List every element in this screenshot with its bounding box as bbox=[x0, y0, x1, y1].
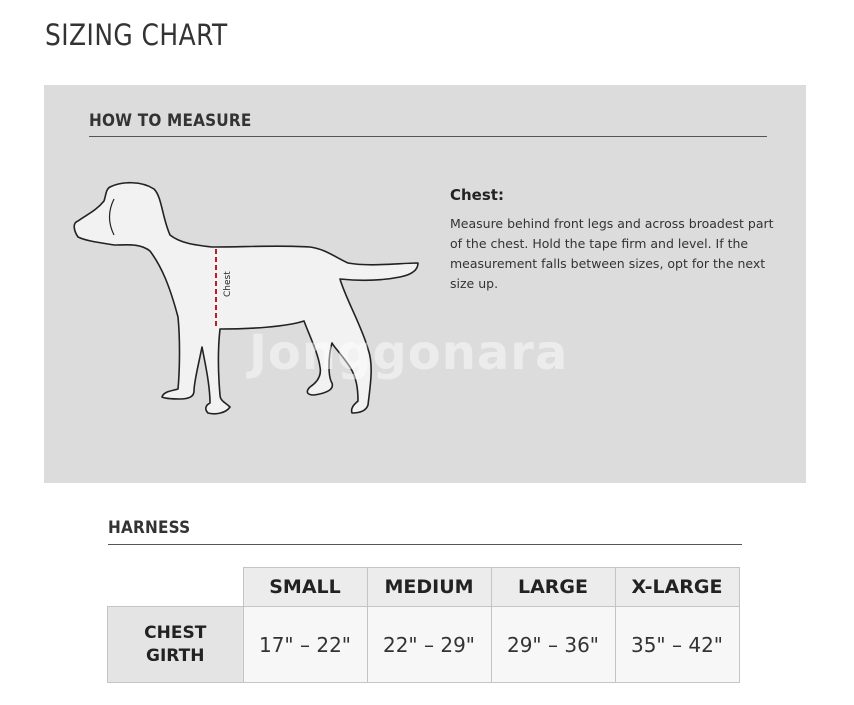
table-header-row bbox=[108, 568, 740, 607]
column-header-x-large: X-LARGE bbox=[615, 568, 739, 607]
harness-heading: HARNESS bbox=[108, 518, 191, 538]
value-small: 17" – 22" bbox=[243, 607, 367, 683]
column-header-small: SMALL bbox=[243, 568, 367, 607]
how-to-measure-rule bbox=[89, 136, 767, 137]
row-header-line-1: CHEST bbox=[144, 622, 207, 643]
chest-description: Measure behind front legs and across broadest part of the chest. Hold the tape firm and level. If the measurement falls between sizes, opt for the next size up. bbox=[450, 216, 774, 291]
how-to-measure-panel bbox=[44, 85, 806, 483]
chest-measure-label: Chest bbox=[223, 271, 233, 297]
harness-rule bbox=[108, 544, 742, 545]
how-to-measure-heading: HOW TO MEASURE bbox=[89, 111, 252, 131]
column-header-medium: MEDIUM bbox=[367, 568, 491, 607]
table-row bbox=[108, 607, 740, 683]
watermark: Jonggonara bbox=[249, 325, 569, 381]
column-header-large: LARGE bbox=[491, 568, 615, 607]
chest-heading: Chest: bbox=[450, 186, 504, 204]
table-corner bbox=[108, 568, 244, 607]
page-title: SIZING CHART bbox=[45, 18, 228, 52]
value-medium: 22" – 29" bbox=[367, 607, 491, 683]
value-x-large: 35" – 42" bbox=[615, 607, 739, 683]
dog-illustration bbox=[70, 177, 420, 417]
row-header-chest-girth bbox=[108, 607, 244, 683]
row-header-line-2: GIRTH bbox=[146, 645, 205, 666]
harness-size-table bbox=[107, 567, 740, 683]
value-large: 29" – 36" bbox=[491, 607, 615, 683]
